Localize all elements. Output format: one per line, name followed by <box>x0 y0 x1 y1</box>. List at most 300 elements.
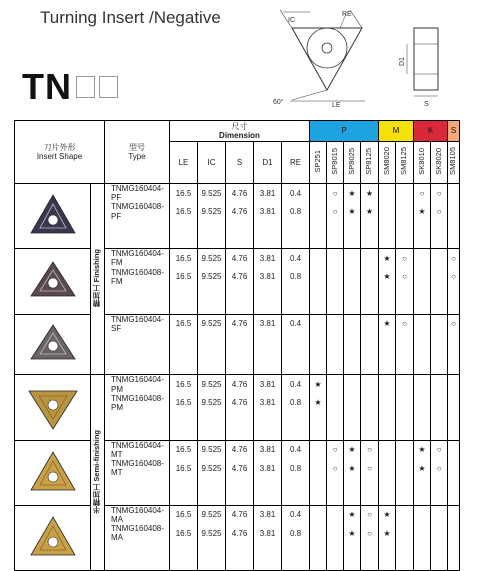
grade-sk8020: SK8020 <box>433 148 443 175</box>
dimension-cell <box>170 221 198 235</box>
dimension-header-en: Dimension <box>219 131 260 140</box>
dimension-cell <box>226 543 254 557</box>
category-label: 半精加工 Semi-finishing <box>92 429 102 514</box>
grade-mark-cell: ○ <box>431 459 448 477</box>
insert-spec-table <box>14 120 460 571</box>
type-cell <box>105 235 170 249</box>
type-cell: TNMG160408-PM <box>105 394 170 412</box>
grade-mark-cell <box>396 491 414 505</box>
dimension-cell: 3.81 <box>254 249 282 268</box>
grade-mark-cell <box>396 412 414 426</box>
dimension-cell: 9.525 <box>198 505 226 524</box>
grade-mark-cell <box>379 333 396 347</box>
grade-mark-cell <box>431 412 448 426</box>
insert-pm-icon <box>25 383 81 433</box>
grade-mark-cell <box>379 543 396 557</box>
grade-mark-cell <box>414 543 431 557</box>
type-header-en: Type <box>128 152 146 161</box>
group-header-m: M <box>379 121 414 142</box>
grade-mark-cell <box>327 249 344 268</box>
dimension-cell <box>170 333 198 347</box>
dimension-cell <box>226 361 254 375</box>
dimension-cell: 3.81 <box>254 375 282 394</box>
grade-mark-cell <box>414 347 431 361</box>
grade-mark-cell <box>361 314 379 333</box>
grade-mark-cell <box>327 361 344 375</box>
grade-mark-cell <box>310 347 327 361</box>
grade-header <box>396 142 414 184</box>
grade-mark-cell <box>448 557 460 571</box>
dimension-cell: 16.5 <box>170 524 198 542</box>
grade-mark-cell <box>448 543 460 557</box>
grade-mark-cell: ○ <box>448 314 460 333</box>
grade-mark-cell <box>431 333 448 347</box>
grade-mark-cell <box>431 235 448 249</box>
dimension-cell: 0.8 <box>282 524 310 542</box>
dimension-cell: 3.81 <box>254 202 282 220</box>
grade-mark-cell <box>327 426 344 440</box>
dimension-cell: 0.4 <box>282 184 310 203</box>
category-cell <box>91 375 105 571</box>
grade-mark-cell <box>344 286 361 300</box>
grade-mark-cell <box>431 543 448 557</box>
grade-mark-cell <box>361 394 379 412</box>
dimension-cell <box>198 300 226 314</box>
dimension-header-cn: 尺寸 <box>231 121 248 131</box>
dimension-cell: 4.76 <box>226 249 254 268</box>
grade-mark-cell <box>414 426 431 440</box>
dimension-cell <box>282 333 310 347</box>
grade-mark-cell <box>379 491 396 505</box>
type-cell <box>105 333 170 347</box>
dimension-cell <box>198 426 226 440</box>
dimension-cell: 9.525 <box>198 459 226 477</box>
grade-sp251: SP251 <box>312 150 322 173</box>
grade-header <box>379 142 396 184</box>
grade-mark-cell <box>344 235 361 249</box>
grade-mark-cell <box>361 221 379 235</box>
dimension-cell <box>198 235 226 249</box>
grade-mark-cell <box>448 394 460 412</box>
dimension-cell: 9.525 <box>198 440 226 459</box>
grade-mark-cell: ○ <box>431 440 448 459</box>
dimension-cell <box>282 557 310 571</box>
grade-mark-cell <box>431 347 448 361</box>
grade-mark-cell <box>361 235 379 249</box>
grade-sm8105: SM8105 <box>448 147 458 176</box>
dimension-cell <box>170 426 198 440</box>
grade-header <box>327 142 344 184</box>
grade-mark-cell <box>344 394 361 412</box>
grade-mark-cell <box>310 459 327 477</box>
grade-mark-cell <box>379 235 396 249</box>
dimension-cell <box>254 221 282 235</box>
grade-mark-cell <box>327 333 344 347</box>
re-label: RE <box>342 11 352 18</box>
grade-mark-cell <box>431 491 448 505</box>
grade-mark-cell: ○ <box>361 459 379 477</box>
dimension-cell: 3.81 <box>254 505 282 524</box>
grade-mark-cell: ○ <box>396 249 414 268</box>
table-row <box>15 375 460 394</box>
grade-header <box>310 142 327 184</box>
grade-mark-cell <box>310 221 327 235</box>
grade-mark-cell <box>414 524 431 542</box>
grade-mark-cell: ○ <box>448 268 460 286</box>
grade-mark-cell <box>361 300 379 314</box>
grade-mark-cell <box>379 300 396 314</box>
grade-mark-cell <box>327 394 344 412</box>
dim-col-ic: IC <box>198 142 226 184</box>
grade-mark-cell: ★ <box>379 314 396 333</box>
dimension-cell: 4.76 <box>226 394 254 412</box>
dimension-cell <box>254 426 282 440</box>
type-cell <box>105 557 170 571</box>
grade-mark-cell <box>310 491 327 505</box>
grade-mark-cell <box>327 491 344 505</box>
grade-mark-cell <box>396 459 414 477</box>
grade-header <box>414 142 431 184</box>
dimension-cell: 16.5 <box>170 394 198 412</box>
table-row <box>15 314 460 333</box>
dimension-cell: 9.525 <box>198 314 226 333</box>
grade-mark-cell <box>327 505 344 524</box>
grade-mark-cell <box>414 286 431 300</box>
type-cell: TNMG160408-MA <box>105 524 170 542</box>
dimension-cell: 3.81 <box>254 314 282 333</box>
grade-mark-cell <box>448 491 460 505</box>
type-cell: TNMG160404-FM <box>105 249 170 268</box>
grade-mark-cell <box>310 300 327 314</box>
grade-mark-cell: ★ <box>379 524 396 542</box>
grade-header <box>448 142 460 184</box>
grade-mark-cell <box>379 221 396 235</box>
type-cell <box>105 221 170 235</box>
grade-mark-cell <box>414 235 431 249</box>
insert-shape-header-cn: 刀片外形 <box>43 142 76 152</box>
dimension-cell <box>198 477 226 491</box>
grade-mark-cell <box>414 477 431 491</box>
grade-mark-cell <box>361 477 379 491</box>
dimension-cell <box>198 347 226 361</box>
dimension-cell: 0.8 <box>282 268 310 286</box>
grade-mark-cell <box>431 314 448 333</box>
grade-sp8025: SP8025 <box>346 148 356 175</box>
type-cell: TNMG160404-MA <box>105 505 170 524</box>
grade-mark-cell: ○ <box>327 184 344 203</box>
dimension-cell <box>282 221 310 235</box>
insert-shape-cell <box>15 314 91 375</box>
dimension-cell <box>198 361 226 375</box>
grade-mark-cell <box>379 426 396 440</box>
grade-mark-cell <box>396 184 414 203</box>
grade-mark-cell <box>379 184 396 203</box>
insert-geometry-diagram <box>270 8 385 108</box>
grade-mark-cell <box>344 361 361 375</box>
dimension-cell <box>170 477 198 491</box>
dimension-cell: 3.81 <box>254 394 282 412</box>
grade-mark-cell <box>414 361 431 375</box>
grade-mark-cell <box>327 300 344 314</box>
grade-mark-cell <box>448 440 460 459</box>
dimension-cell <box>254 300 282 314</box>
dimension-cell <box>226 557 254 571</box>
grade-mark-cell <box>448 524 460 542</box>
grade-mark-cell <box>310 477 327 491</box>
grade-mark-cell: ○ <box>327 440 344 459</box>
dimension-cell <box>226 286 254 300</box>
grade-mark-cell <box>431 221 448 235</box>
grade-mark-cell <box>414 333 431 347</box>
dimension-cell <box>226 235 254 249</box>
dimension-cell <box>198 557 226 571</box>
grade-mark-cell <box>344 557 361 571</box>
dimension-cell <box>282 235 310 249</box>
dimension-cell <box>254 477 282 491</box>
grade-mark-cell <box>327 375 344 394</box>
grade-mark-cell <box>396 375 414 394</box>
grade-mark-cell <box>327 221 344 235</box>
grade-sp8015: SP8015 <box>329 148 339 175</box>
type-cell <box>105 286 170 300</box>
dimension-cell <box>254 286 282 300</box>
grade-mark-cell <box>448 505 460 524</box>
grade-mark-cell <box>361 491 379 505</box>
dimension-cell: 0.4 <box>282 314 310 333</box>
grade-header <box>361 142 379 184</box>
grade-mark-cell <box>396 333 414 347</box>
grade-mark-cell <box>310 440 327 459</box>
grade-mark-cell <box>431 286 448 300</box>
dimension-cell <box>254 543 282 557</box>
grade-mark-cell <box>431 249 448 268</box>
grade-mark-cell: ○ <box>396 314 414 333</box>
grade-mark-cell <box>327 268 344 286</box>
grade-mark-cell: ★ <box>344 184 361 203</box>
dimension-cell: 4.76 <box>226 505 254 524</box>
type-cell <box>105 426 170 440</box>
dimension-cell <box>254 557 282 571</box>
grade-mark-cell <box>379 412 396 426</box>
dimension-cell: 9.525 <box>198 394 226 412</box>
dim-col-d1: D1 <box>254 142 282 184</box>
page-title: Turning Insert /Negative <box>40 8 221 27</box>
grade-mark-cell <box>431 300 448 314</box>
dimension-cell: 4.76 <box>226 440 254 459</box>
grade-mark-cell <box>414 557 431 571</box>
grade-mark-cell <box>327 524 344 542</box>
grade-mark-cell <box>431 375 448 394</box>
dimension-cell: 4.76 <box>226 202 254 220</box>
dim-col-re: RE <box>282 142 310 184</box>
dimension-cell <box>282 412 310 426</box>
dimension-cell: 4.76 <box>226 314 254 333</box>
grade-mark-cell <box>396 286 414 300</box>
grade-mark-cell <box>344 314 361 333</box>
grade-mark-cell <box>396 202 414 220</box>
dimension-cell: 9.525 <box>198 249 226 268</box>
type-cell: TNMG160404-MT <box>105 440 170 459</box>
dimension-cell: 16.5 <box>170 440 198 459</box>
dimension-cell <box>198 543 226 557</box>
dimension-cell: 16.5 <box>170 184 198 203</box>
dimension-cell: 4.76 <box>226 375 254 394</box>
grade-mark-cell <box>431 426 448 440</box>
grade-mark-cell: ○ <box>396 268 414 286</box>
dimension-cell: 4.76 <box>226 184 254 203</box>
type-cell <box>105 543 170 557</box>
grade-mark-cell <box>361 412 379 426</box>
grade-mark-cell <box>344 300 361 314</box>
dimension-cell: 0.8 <box>282 202 310 220</box>
dim-col-s: S <box>226 142 254 184</box>
grade-mark-cell <box>448 361 460 375</box>
dimension-cell: 0.4 <box>282 249 310 268</box>
grade-mark-cell <box>414 300 431 314</box>
grade-mark-cell <box>327 347 344 361</box>
grade-mark-cell: ★ <box>379 268 396 286</box>
grade-mark-cell <box>327 477 344 491</box>
grade-mark-cell <box>361 268 379 286</box>
grade-mark-cell <box>448 477 460 491</box>
grade-mark-cell <box>379 286 396 300</box>
dimension-cell: 16.5 <box>170 249 198 268</box>
grade-mark-cell <box>361 557 379 571</box>
type-cell <box>105 412 170 426</box>
dimension-cell: 16.5 <box>170 459 198 477</box>
grade-mark-cell: ★ <box>344 524 361 542</box>
category-label: 精加工 Finishing <box>92 249 102 308</box>
grade-sp8125: SP8125 <box>364 148 374 175</box>
dimension-cell <box>170 300 198 314</box>
dimension-cell: 0.8 <box>282 394 310 412</box>
dimension-cell <box>226 477 254 491</box>
grade-mark-cell <box>327 235 344 249</box>
insert-shape-cell <box>15 184 91 249</box>
ic-label: IC <box>288 17 295 24</box>
insert-side-diagram <box>392 22 452 112</box>
grade-mark-cell <box>396 394 414 412</box>
grade-mark-cell <box>379 477 396 491</box>
dimension-cell <box>170 557 198 571</box>
dimension-cell <box>170 543 198 557</box>
table-row <box>15 440 460 459</box>
dimension-cell <box>226 347 254 361</box>
dimension-cell: 16.5 <box>170 268 198 286</box>
grade-mark-cell <box>310 333 327 347</box>
dimension-cell <box>170 347 198 361</box>
insert-sf-icon <box>25 319 81 369</box>
grade-mark-cell <box>310 412 327 426</box>
dimension-cell <box>254 412 282 426</box>
grade-mark-cell <box>448 221 460 235</box>
grade-mark-cell <box>396 347 414 361</box>
grade-mark-cell: ★ <box>310 394 327 412</box>
dimension-cell: 9.525 <box>198 202 226 220</box>
grade-sm8020: SM8020 <box>381 147 391 176</box>
grade-mark-cell <box>431 361 448 375</box>
dimension-cell <box>226 412 254 426</box>
grade-mark-cell <box>310 524 327 542</box>
dimension-cell: 16.5 <box>170 505 198 524</box>
grade-mark-cell <box>310 202 327 220</box>
grade-mark-cell: ○ <box>414 184 431 203</box>
group-header-k: K <box>414 121 448 142</box>
angle-label: 60° <box>273 99 284 106</box>
dimension-cell: 16.5 <box>170 375 198 394</box>
dimension-cell: 0.4 <box>282 440 310 459</box>
table-row <box>15 184 460 203</box>
grade-mark-cell <box>361 286 379 300</box>
dimension-header <box>170 121 310 142</box>
insert-shape-cell <box>15 249 91 314</box>
grade-mark-cell <box>344 491 361 505</box>
dimension-cell <box>254 347 282 361</box>
grade-mark-cell <box>327 543 344 557</box>
dimension-cell <box>226 333 254 347</box>
dimension-cell: 16.5 <box>170 314 198 333</box>
grade-mark-cell <box>379 557 396 571</box>
grade-mark-cell <box>344 412 361 426</box>
dimension-cell <box>282 361 310 375</box>
grade-mark-cell <box>344 347 361 361</box>
grade-mark-cell <box>431 268 448 286</box>
dimension-cell: 4.76 <box>226 459 254 477</box>
grade-mark-cell <box>310 361 327 375</box>
grade-mark-cell <box>414 491 431 505</box>
dimension-cell: 0.8 <box>282 459 310 477</box>
dimension-cell <box>170 491 198 505</box>
grade-mark-cell <box>414 505 431 524</box>
series-placeholder-box <box>99 76 118 98</box>
grade-mark-cell <box>379 202 396 220</box>
dimension-cell <box>254 333 282 347</box>
dimension-cell <box>226 221 254 235</box>
grade-mark-cell <box>361 375 379 394</box>
grade-mark-cell <box>448 375 460 394</box>
grade-mark-cell: ○ <box>431 202 448 220</box>
type-cell: TNMG160404-SF <box>105 314 170 333</box>
grade-mark-cell: ○ <box>448 249 460 268</box>
dimension-cell <box>254 491 282 505</box>
dimension-cell <box>170 235 198 249</box>
grade-mark-cell: ○ <box>327 202 344 220</box>
grade-mark-cell: ★ <box>361 184 379 203</box>
grade-mark-cell <box>344 543 361 557</box>
grade-mark-cell <box>310 268 327 286</box>
grade-mark-cell <box>396 300 414 314</box>
grade-mark-cell <box>431 477 448 491</box>
grade-mark-cell <box>414 314 431 333</box>
type-cell <box>105 361 170 375</box>
grade-mark-cell: ★ <box>344 202 361 220</box>
insert-shape-header-en: Insert Shape <box>36 152 83 161</box>
dimension-cell <box>282 477 310 491</box>
grade-mark-cell <box>379 459 396 477</box>
dimension-cell: 3.81 <box>254 524 282 542</box>
d1-label: D1 <box>399 57 406 66</box>
grade-mark-cell <box>361 426 379 440</box>
type-header <box>105 121 170 184</box>
series-label: TN <box>22 66 72 107</box>
grade-mark-cell <box>448 426 460 440</box>
dimension-cell <box>226 300 254 314</box>
grade-mark-cell <box>431 505 448 524</box>
grade-mark-cell: ★ <box>379 505 396 524</box>
type-cell: TNMG160404-PM <box>105 375 170 394</box>
dimension-cell: 9.525 <box>198 524 226 542</box>
grade-mark-cell <box>344 249 361 268</box>
